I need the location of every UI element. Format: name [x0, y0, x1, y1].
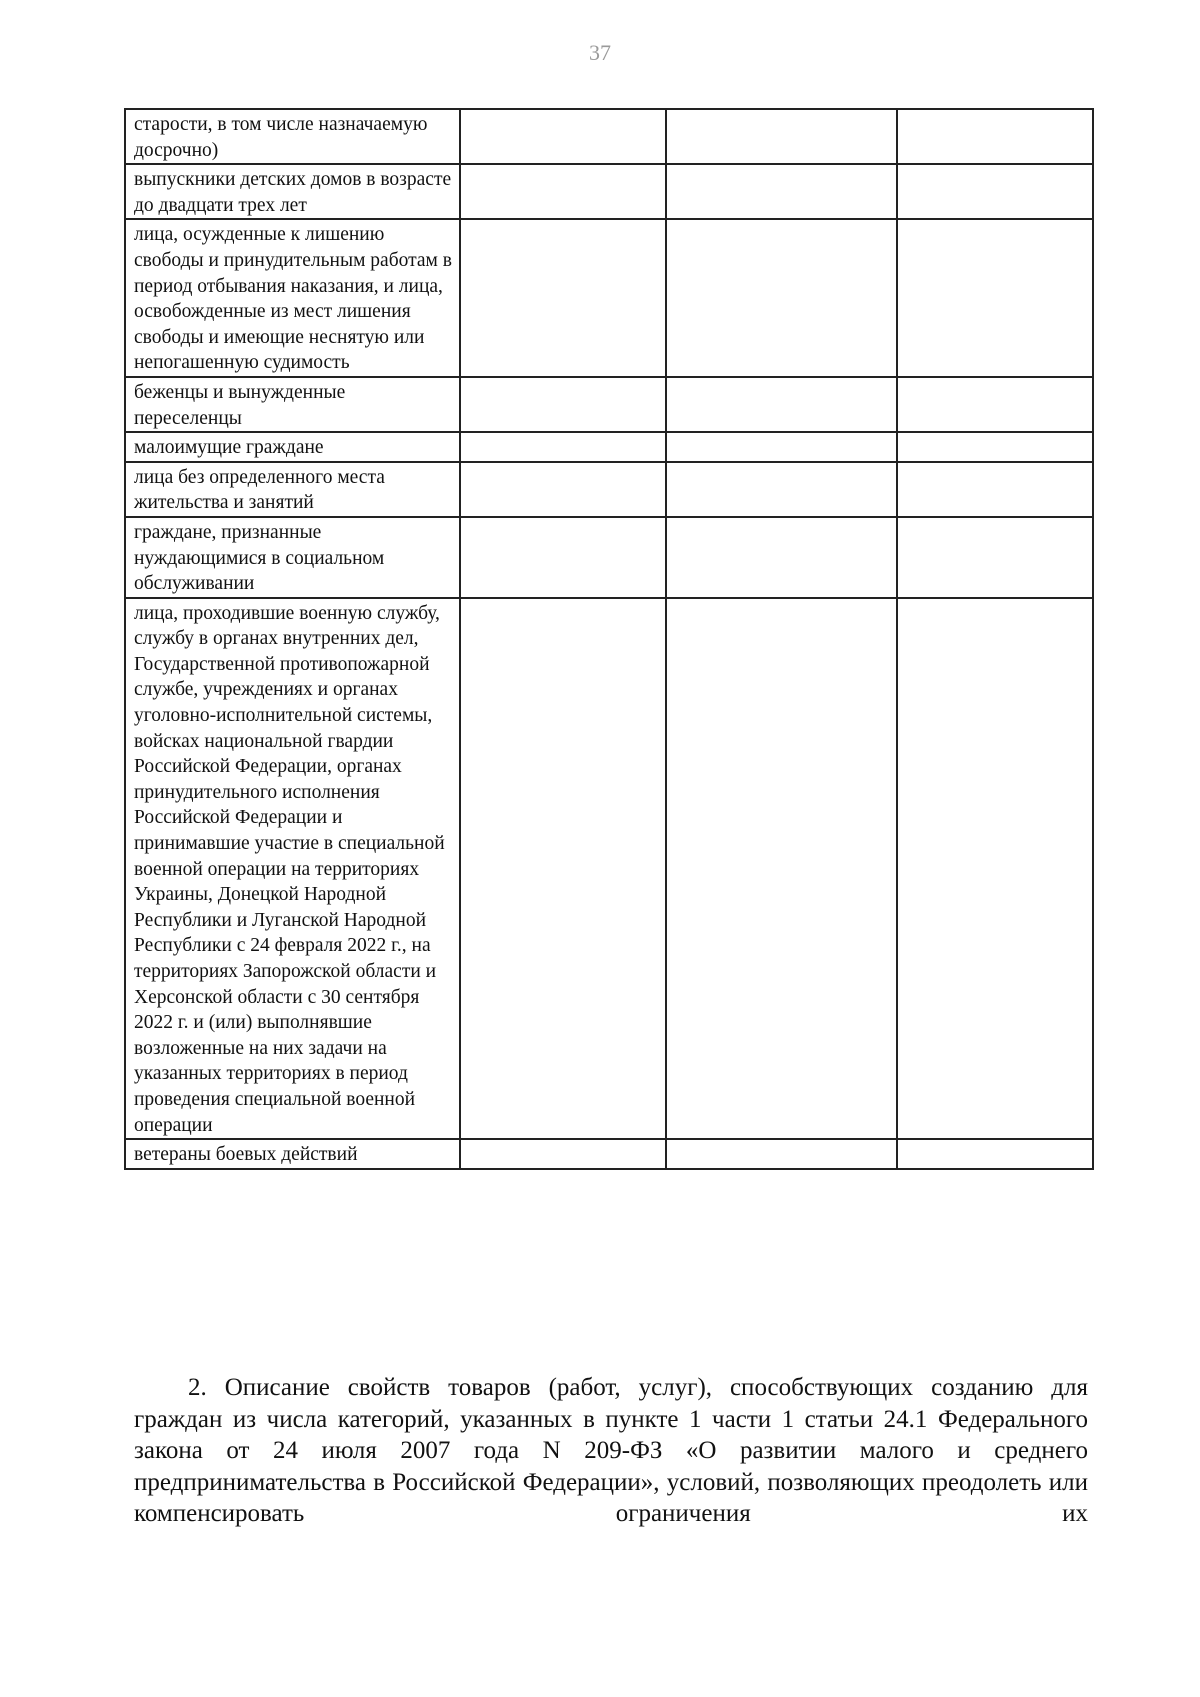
table-row — [125, 164, 1093, 219]
empty-cell[interactable] — [897, 598, 1093, 1139]
empty-cell[interactable] — [666, 164, 897, 219]
table-row — [125, 517, 1093, 598]
page-number: 37 — [589, 40, 611, 65]
table-row — [125, 1139, 1093, 1169]
empty-cell[interactable] — [666, 1139, 897, 1169]
empty-cell[interactable] — [666, 462, 897, 517]
empty-cell[interactable] — [460, 462, 666, 517]
table-row — [125, 432, 1093, 462]
empty-cell[interactable] — [666, 432, 897, 462]
empty-cell[interactable] — [897, 109, 1093, 164]
table-row — [125, 462, 1093, 517]
empty-cell[interactable] — [897, 462, 1093, 517]
empty-cell[interactable] — [460, 109, 666, 164]
empty-cell[interactable] — [897, 219, 1093, 377]
category-label: лица, осужденные к лишению свободы и принудительным работам в период отбывания наказания, и лица, освобожденные из мест лишения свободы и имеющие неснятую или непогашенную судимость — [125, 219, 460, 377]
empty-cell[interactable] — [666, 219, 897, 377]
empty-cell[interactable] — [460, 1139, 666, 1169]
category-label: граждане, признанные нуждающимися в социальном обслуживании — [125, 517, 460, 598]
category-label: малоимущие граждане — [125, 432, 460, 462]
empty-cell[interactable] — [460, 517, 666, 598]
empty-cell[interactable] — [460, 164, 666, 219]
category-label: ветераны боевых действий — [125, 1139, 460, 1169]
table-row — [125, 598, 1093, 1139]
empty-cell[interactable] — [897, 432, 1093, 462]
empty-cell[interactable] — [666, 517, 897, 598]
empty-cell[interactable] — [460, 598, 666, 1139]
empty-cell[interactable] — [460, 377, 666, 432]
section-2-paragraph: 2. Описание свойств товаров (работ, услуг), способствующих созданию для граждан из числа категорий, указанных в пункте 1 части 1 статьи 24.1 Федерального закона от 24 июля 2007 года N 209-ФЗ «О развитии малого и среднего предпринимательства в Российской Федерации», условий, позволяющих преодолеть или компенсировать ограничения их — [134, 1374, 1088, 1527]
categories-table-body — [125, 109, 1093, 1169]
empty-cell[interactable] — [666, 377, 897, 432]
empty-cell[interactable] — [666, 109, 897, 164]
empty-cell[interactable] — [460, 432, 666, 462]
category-label: старости, в том числе назначаемую досрочно) — [125, 109, 460, 164]
empty-cell[interactable] — [897, 517, 1093, 598]
table-row — [125, 219, 1093, 377]
empty-cell[interactable] — [897, 164, 1093, 219]
category-label: лица, проходившие военную службу, службу в органах внутренних дел, Государственной противопожарной службе, учреждениях и органах уголовно-исполнительной системы, войсках национальной гвардии Российской Федерации, органах принудительного исполнения Российской Федерации и принимавшие участие в специальной военной операции на территориях Украины, Донецкой Народной Республики и Луганской Народной Республики с 24 февраля 2022 г., на территориях Запорожской области и Херсонской области с 30 сентября 2022 г. и (или) выполнявшие возложенные на них задачи на указанных территориях в период проведения специальной военной операции — [125, 598, 460, 1139]
empty-cell[interactable] — [666, 598, 897, 1139]
empty-cell[interactable] — [897, 377, 1093, 432]
table-row — [125, 377, 1093, 432]
table-row — [125, 109, 1093, 164]
category-label: выпускники детских домов в возрасте до двадцати трех лет — [125, 164, 460, 219]
category-label: беженцы и вынужденные переселенцы — [125, 377, 460, 432]
empty-cell[interactable] — [460, 219, 666, 377]
empty-cell[interactable] — [897, 1139, 1093, 1169]
categories-table — [124, 108, 1094, 1170]
category-label: лица без определенного места жительства и занятий — [125, 462, 460, 517]
